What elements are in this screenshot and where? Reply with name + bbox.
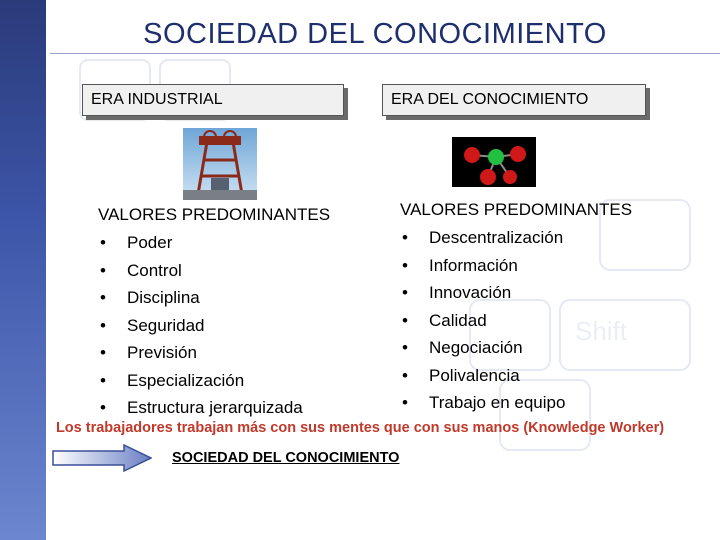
industrial-headframe-image bbox=[183, 128, 257, 200]
list-item bbox=[98, 367, 330, 395]
list-item bbox=[400, 362, 632, 390]
bullet: • bbox=[100, 260, 106, 280]
molecule-image bbox=[452, 137, 536, 187]
conclusion-text: SOCIEDAD DEL CONOCIMIENTO bbox=[172, 450, 400, 466]
era-knowledge-label: ERA DEL CONOCIMIENTO bbox=[391, 91, 589, 108]
list-item bbox=[98, 284, 330, 312]
bullet: • bbox=[402, 393, 408, 412]
list-item bbox=[400, 334, 632, 362]
list-item-label: Negociación bbox=[429, 338, 523, 357]
bullet: • bbox=[402, 338, 408, 357]
bullet: • bbox=[100, 370, 106, 390]
list-item bbox=[400, 224, 632, 252]
list-item-label: Estructura jerarquizada bbox=[127, 398, 303, 417]
bullet: • bbox=[100, 398, 106, 417]
knowledge-values-column bbox=[400, 200, 632, 417]
list-item-label: Información bbox=[429, 255, 518, 275]
industrial-values-column bbox=[98, 205, 330, 422]
knowledge-worker-statement: Los trabajadores trabajan más con sus mentes que con sus manos (Knowledge Worker) bbox=[55, 420, 665, 436]
svg-text:Shift: Shift bbox=[575, 316, 628, 346]
list-item bbox=[400, 307, 632, 335]
list-item bbox=[98, 394, 330, 422]
bullet: • bbox=[100, 315, 106, 335]
bullet: • bbox=[402, 365, 408, 385]
list-item bbox=[400, 252, 632, 280]
decorative-left-strip bbox=[0, 0, 46, 540]
knowledge-values-heading: VALORES PREDOMINANTES bbox=[400, 200, 633, 219]
era-industrial-label: ERA INDUSTRIAL bbox=[91, 91, 223, 108]
list-item-label: Control bbox=[127, 260, 182, 280]
slide-title: SOCIEDAD DEL CONOCIMIENTO bbox=[143, 18, 607, 50]
bullet: • bbox=[402, 255, 408, 275]
era-industrial-box bbox=[82, 84, 344, 116]
bullet: • bbox=[402, 228, 408, 247]
list-item bbox=[98, 312, 330, 340]
list-item-label: Descentralización bbox=[429, 228, 564, 247]
arrow-right-icon bbox=[52, 444, 152, 472]
list-item bbox=[400, 279, 632, 307]
knowledge-values-list bbox=[400, 224, 632, 417]
list-item bbox=[400, 389, 632, 417]
bullet: • bbox=[100, 288, 106, 307]
list-item-label: Polivalencia bbox=[429, 365, 520, 385]
bullet: • bbox=[100, 343, 106, 362]
bullet: • bbox=[402, 310, 408, 330]
bullet: • bbox=[100, 233, 106, 252]
list-item-label: Previsión bbox=[127, 343, 197, 362]
era-knowledge-box bbox=[382, 84, 646, 116]
list-item-label: Calidad bbox=[429, 310, 487, 330]
list-item-label: Trabajo en equipo bbox=[429, 393, 566, 412]
industrial-values-heading: VALORES PREDOMINANTES bbox=[98, 205, 331, 224]
list-item-label: Disciplina bbox=[127, 288, 200, 307]
list-item bbox=[98, 339, 330, 367]
list-item-label: Poder bbox=[127, 233, 173, 252]
title-divider bbox=[50, 53, 720, 54]
list-item-label: Seguridad bbox=[127, 315, 205, 335]
list-item bbox=[98, 229, 330, 257]
list-item-label: Innovación bbox=[429, 283, 512, 302]
list-item bbox=[98, 257, 330, 285]
industrial-values-list bbox=[98, 229, 330, 422]
bullet: • bbox=[402, 283, 408, 302]
list-item-label: Especialización bbox=[127, 370, 245, 390]
